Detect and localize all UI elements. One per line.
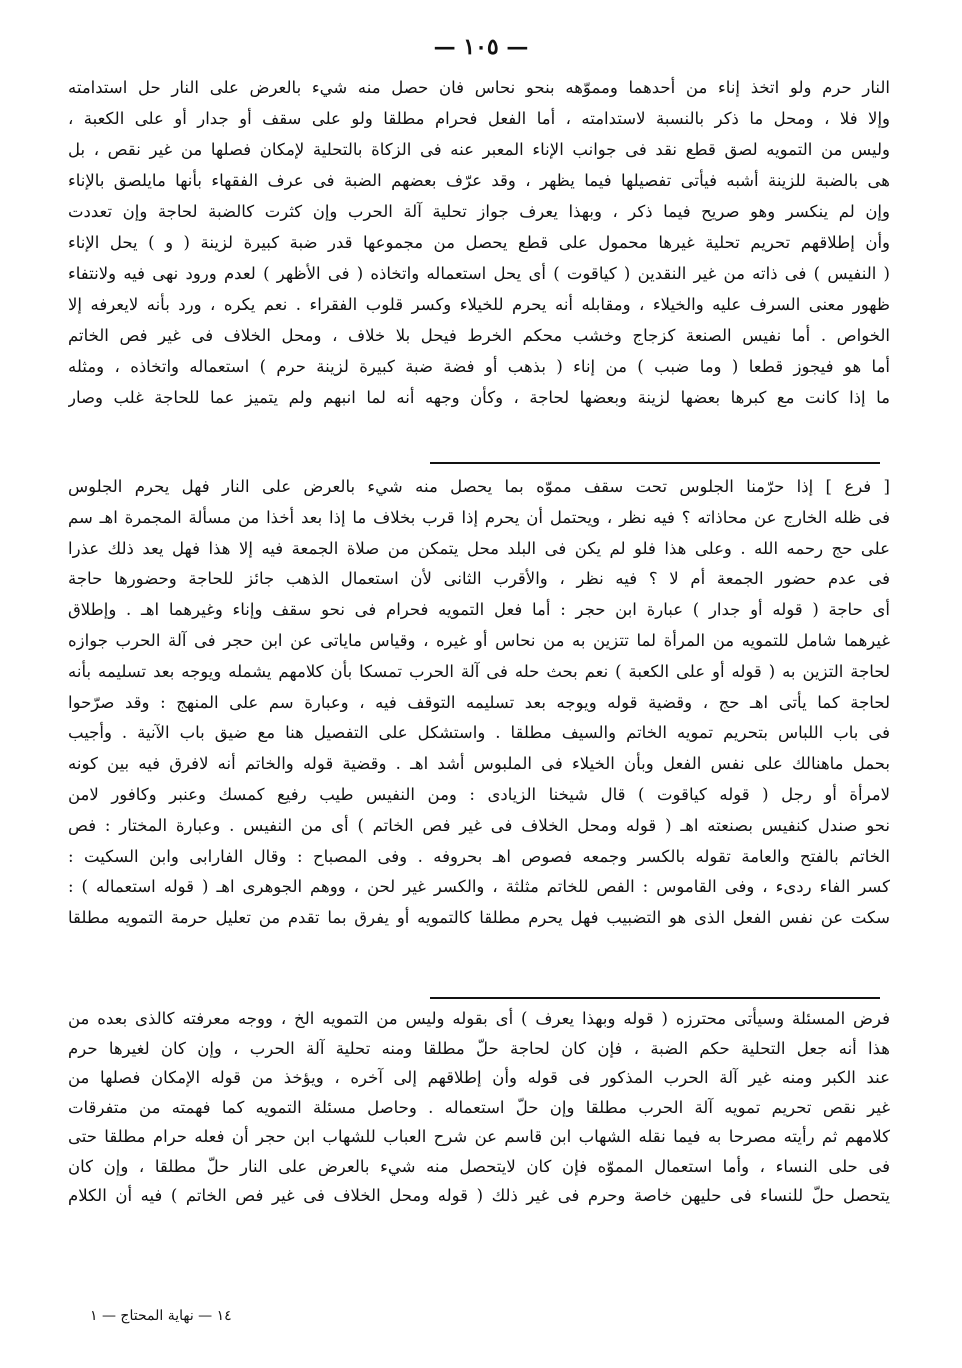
commentary-line: أى حاجة ( قوله أو جدار ) عبارة ابن حجر : أما فعل التمويه فحرام فى نحو سقف وإناء وغيرهما اهـ . وإطلاق [68, 600, 890, 620]
main-text-line: هى بالضبة للزينة أشبه فيأتى تفصيلها فيما يظهر ، وقد عرّف بعضهم الضبة فى عرف الفقهاء بأنها مايلصق بالإناء [68, 171, 890, 190]
footer-signature: ١٤ — نهاية المحتاج — ١ [90, 1308, 232, 1324]
commentary-line: غير نقص تحريم تمويه آلة الحرب مطلقا وإن حلّ استعماله . وحاصل مسئلة التمويه كما فهمته من متفرقات [68, 1097, 890, 1117]
commentary-line: فى باب اللباس بتحريم تمويه الخاتم والسيف مطلقا . واستشكل على التفصيل هنا مع ضيق باب الآنية . وأجيب [68, 723, 890, 743]
main-text-line: ( النفيس ) فى ذاته من غير النقدين ( كياقوت ) أى يحل استعماله واتخاذه ( فى الأظهر ) لعدم ورود نهى فيه ولانتفاء [68, 264, 890, 283]
commentary-line: كسر الفاء ردىء ، وفى القاموس : الفص للخاتم مثلثة ، والكسر غير لحن ، ووهم الجوهرى اهـ ( قوله استعماله ) : [68, 877, 890, 897]
commentary-line: لحاجة التزين به ( قوله أو على الكعبة ) نعم بحث حله فى آلة الحرب تمسكا بأن كلامهم يشمله ويوجه بعد تسليمه بأنه [68, 661, 890, 681]
commentary-block [68, 472, 890, 934]
commentary-line: هذا أنه جعل التحلية حكم الضبة ، فإن كان لحاجة حلّ مطلقا ومنه تحلية آلة الحرب ، وإن كان لغيرها حرم [68, 1038, 890, 1058]
commentary-line: [ فرع ] إذا حرّمنا الجلوس تحت سقف مموّه بما يحصل منه شيء بالعرض على النار فهل يحرم الجلوس [68, 477, 890, 496]
commentary-line: الخاتم بالفتح والعامة تقوله بالكسر وجمعه فصوص اهـ بحروفه . وفى المصباح : وقال الفارابى وابن السكيت : [68, 846, 890, 866]
commentary-line: فى ظله الخارج عن محاذاته ؟ فيه نظر ، ويحتمل أن يحرم إذا قرب بخلاف ما إذا بعد أخذا من مسألة المجمرة اهـ سم [68, 507, 890, 527]
main-text-line: الخواص . أما نفيس الصنعة كزجاج وخشب محكم الخرط فيحل بلا خلاف ، ومحل الخلاف فى غير فص الخاتم [68, 326, 890, 345]
commentary-line: يتحصل حلّ للنساء فى حليهن خاصة وحرم فى غير ذلك ( قوله ومحل الخلاف فى غير فص الخاتم ) فيه أن الكلام [68, 1186, 890, 1205]
main-text-line: وإلا فلا ، ومحل ما ذكر بالنسبة لاستدامته ، أما الفعل فحرام مطلقا ولو على سقف أو جدار أو على الكعبة ، [68, 109, 890, 128]
main-text-line: ظهور معنى السرف عليه والخيلاء ، ومقابله أنه يحرم للخيلاء وكسر قلوب الفقراء . نعم يكره ، ورد بأنه لايعرفه إلا [68, 295, 890, 314]
page-number: — ١٠٥ — [433, 34, 529, 60]
section-divider [430, 997, 880, 999]
main-text-line: ما إذا كانت مع كبرها بعضها لزينة وبعضها لحاجة ، وكأن وجهه أنه لما انبهم ولم يتميز عما للحاجة غلب وصار [68, 388, 890, 407]
commentary-line: غيرهما شامل للتمويه من المرأة لما تتزين به من نحاس أو غيره ، وقياس ماياتى عن ابن حجر فى آلة الحرب جوازه [68, 630, 890, 650]
main-text-line: وليس من التمويه لصق قطع نقد فى جوانب الإناء المعبر عنه فى الزكاة بالتحلية لإمكان فصلها من غير نقص ، بل [68, 140, 890, 159]
main-text-line: وإن لم ينكسر وهو صريح فيما ذكر ، وبهذا يعرف جواز تحلية آلة الحرب وإن كثرت كالضبة لحاجة وإن تعددت [68, 202, 890, 221]
commentary-line: فرض المسئلة وسيأتى محترزه ( قوله وبهذا يعرف ) أى بقوله وليس من التمويه الخ ، ووجه معرفته كالذى بعده من [68, 1009, 890, 1028]
commentary-line: كلامهم ثم رأيته مصرحا به فيما نقله الشهاب ابن قاسم عن شرح العباب للشهاب ابن حجر أن فعله حرام مطلقا حتى [68, 1127, 890, 1146]
commentary-line: فى عدم حضور الجمعة أم لا ؟ فيه نظر ، والأقرب الثانى لأن استعمال الذهب جائز للحاجة وحضورها حاجة [68, 569, 890, 589]
section-divider [430, 462, 880, 464]
commentary-line: لامرأة أو رجل ( قوله كياقوت ) قال شيخنا الزيادى : ومن النفيس طيب رفيع كمسك وعنبر وكافور لامن [68, 784, 890, 804]
commentary-line: سكت عن نفس الفعل الذى هو التضبيب فهل يحرم مطلقا كالتمويه أو يفرق بما تقدم من تعليل حرمة التمويه مطلقا [68, 908, 890, 928]
commentary-block-continued [68, 1004, 890, 1211]
commentary-line: نحو صندل كنفيس بصنعته اهـ ( قوله ومحل الخلاف فى غير فص الخاتم ) أى من النفيس . وعبارة المختار : فص [68, 815, 890, 835]
commentary-line: على حج رحمه الله . وعلى هذا فلو لم يكن فى البلد محل يتمكن من صلاة الجمعة فيه إلا هذا فهل يعد ذلك عذرا [68, 538, 890, 558]
main-text-line: وأن إطلاقهم تحريم تحلية غيرها محمول على قطع يحصل من مجموعها قدر ضبة كبيرة لزينة ( و ) يحل الإناء [68, 233, 890, 252]
commentary-line: بحمل ماهنالك على نفس الفعل وبأن الخيلاء فى الملبوس أشد اهـ . وقضية قوله والخاتم أنه لافرق فيه بين كونه [68, 754, 890, 774]
commentary-line: لحاجة كما يأتى اهـ حج ، وقضية قوله ويوجه بعد تسليمه التوقف فيه ، وعبارة سم على المنهج : وقد صرّحوا [68, 692, 890, 712]
main-text [68, 72, 890, 413]
commentary-line: عند الكبر ومنه غير آلة الحرب المذكور فى قوله وأن إطلاقهم إلى آخره ، ويؤخذ من قوله الإمكان فصلها من [68, 1068, 890, 1087]
commentary-line: فى حلى النساء ، وأما استعمال المموّه فإن كان لايتحصل منه شيء بالعرض على النار حلّ مطلقا ، وإن كان [68, 1156, 890, 1176]
main-text-line: أما هو فيجوز قطعا ( وما ضبب ) من إناء ( بذهب أو فضة ضبة كبيرة لزينة حرم ) استعماله واتخاذه ، ومثله [68, 357, 890, 376]
main-text-line: النار حرم ولو اتخذ إناء من أحدهما ومموّهه بنحو نحاس فان حصل منه شيء بالعرض على النار حل استدامته [68, 78, 890, 97]
